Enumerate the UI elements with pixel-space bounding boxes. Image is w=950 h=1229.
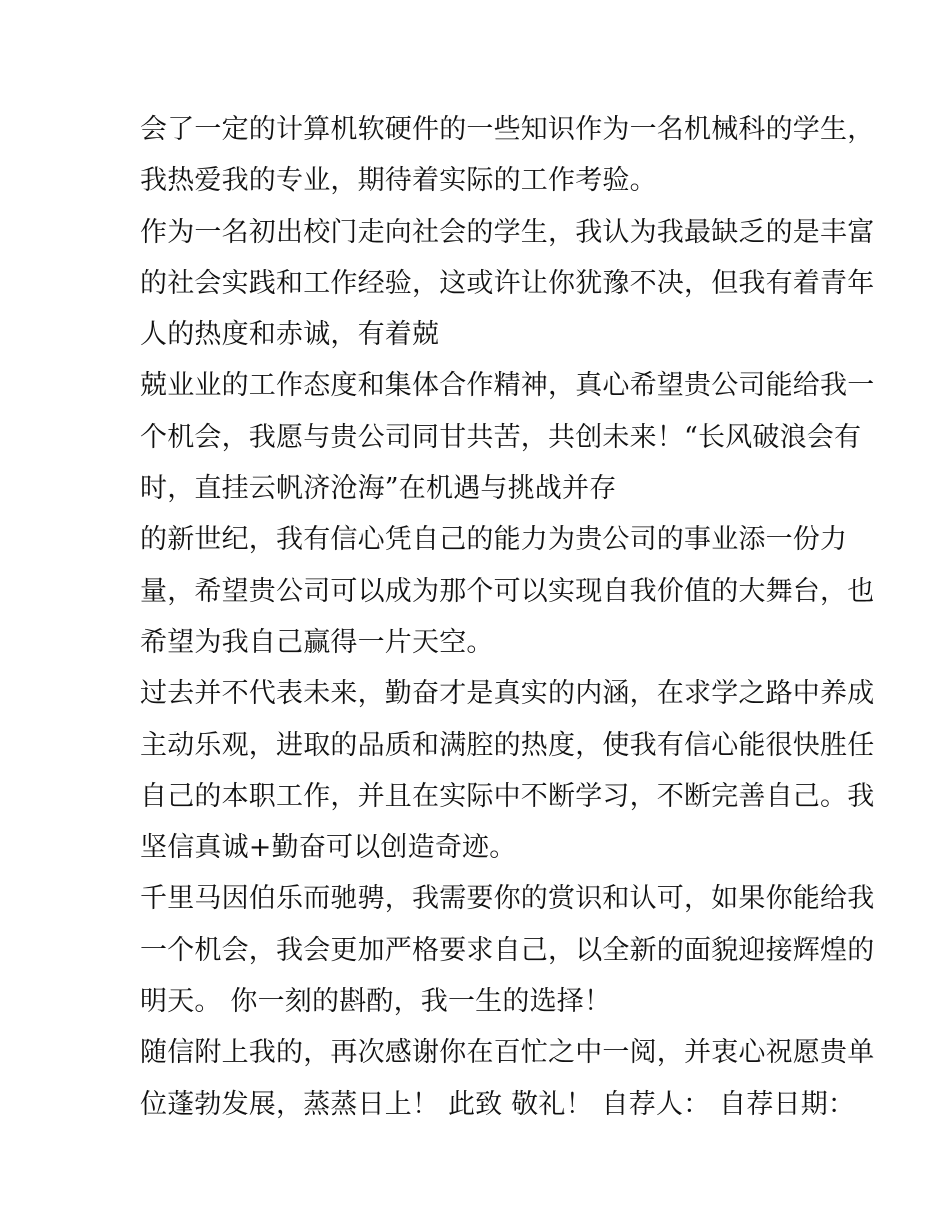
paragraph-6 — [140, 873, 875, 1027]
text-line: 坚信真诚+勤奋可以创造奇迹。 — [140, 832, 517, 864]
text-line: 会了一定的计算机软硬件的一些知识作为一名机械科的学生， — [140, 114, 875, 145]
text-line: 兢业业的工作态度和集体合作精神，真心希望贵公司能给我一 — [140, 370, 875, 402]
text-line: 随信附上我的，再次感谢你在百忙之中一阅，并衷心祝愿贵单 — [140, 1037, 875, 1069]
paragraph-2 — [140, 207, 875, 361]
text-line: 的社会实践和工作经验，这或许让你犹豫不决，但我有着青年 — [140, 267, 875, 299]
text-line: 量，希望贵公司可以成为那个可以实现自我价值的大舞台，也 — [140, 575, 875, 607]
text-line: 明天。 你一刻的斟酌，我一生的选择！ — [140, 986, 612, 1018]
paragraph-1 — [140, 104, 875, 207]
letter-body — [140, 104, 875, 1130]
text-line: 我热爱我的专业，期待着实际的工作考验。 — [140, 165, 657, 197]
text-line: 希望为我自己赢得一片天空。 — [140, 626, 494, 658]
paragraph-3 — [140, 360, 875, 514]
text-line: 过去并不代表未来，勤奋才是真实的内涵，在求学之路中养成 — [140, 678, 875, 710]
text-line: 自己的本职工作，并且在实际中不断学习，不断完善自己。我 — [140, 780, 875, 812]
text-line: 时，直挂云帆济沧海”在机遇与挑战并存 — [140, 473, 617, 505]
text-line: 人的热度和赤诚，有着兢 — [140, 319, 440, 351]
paragraph-4 — [140, 514, 875, 668]
text-line: 作为一名初出校门走向社会的学生，我认为我最缺乏的是丰富 — [140, 216, 875, 248]
text-line: 千里马因伯乐而驰骋，我需要你的赏识和认可，如果你能给我 — [140, 883, 875, 915]
text-line: 的新世纪，我有信心凭自己的能力为贵公司的事业添一份力 — [140, 524, 848, 556]
text-line: 主动乐观，进取的品质和满腔的热度，使我有信心能很快胜任 — [140, 729, 875, 761]
text-line: 位蓬勃发展，蒸蒸日上！ 此致 敬礼！ 自荐人： 自荐日期： — [140, 1088, 856, 1120]
paragraph-5 — [140, 668, 875, 873]
paragraph-7-closing — [140, 1027, 875, 1130]
text-line: 一个机会，我会更加严格要求自己，以全新的面貌迎接辉煌的 — [140, 934, 875, 966]
text-line: 个机会，我愿与贵公司同甘共苦，共创未来！“长风破浪会有 — [140, 421, 862, 453]
